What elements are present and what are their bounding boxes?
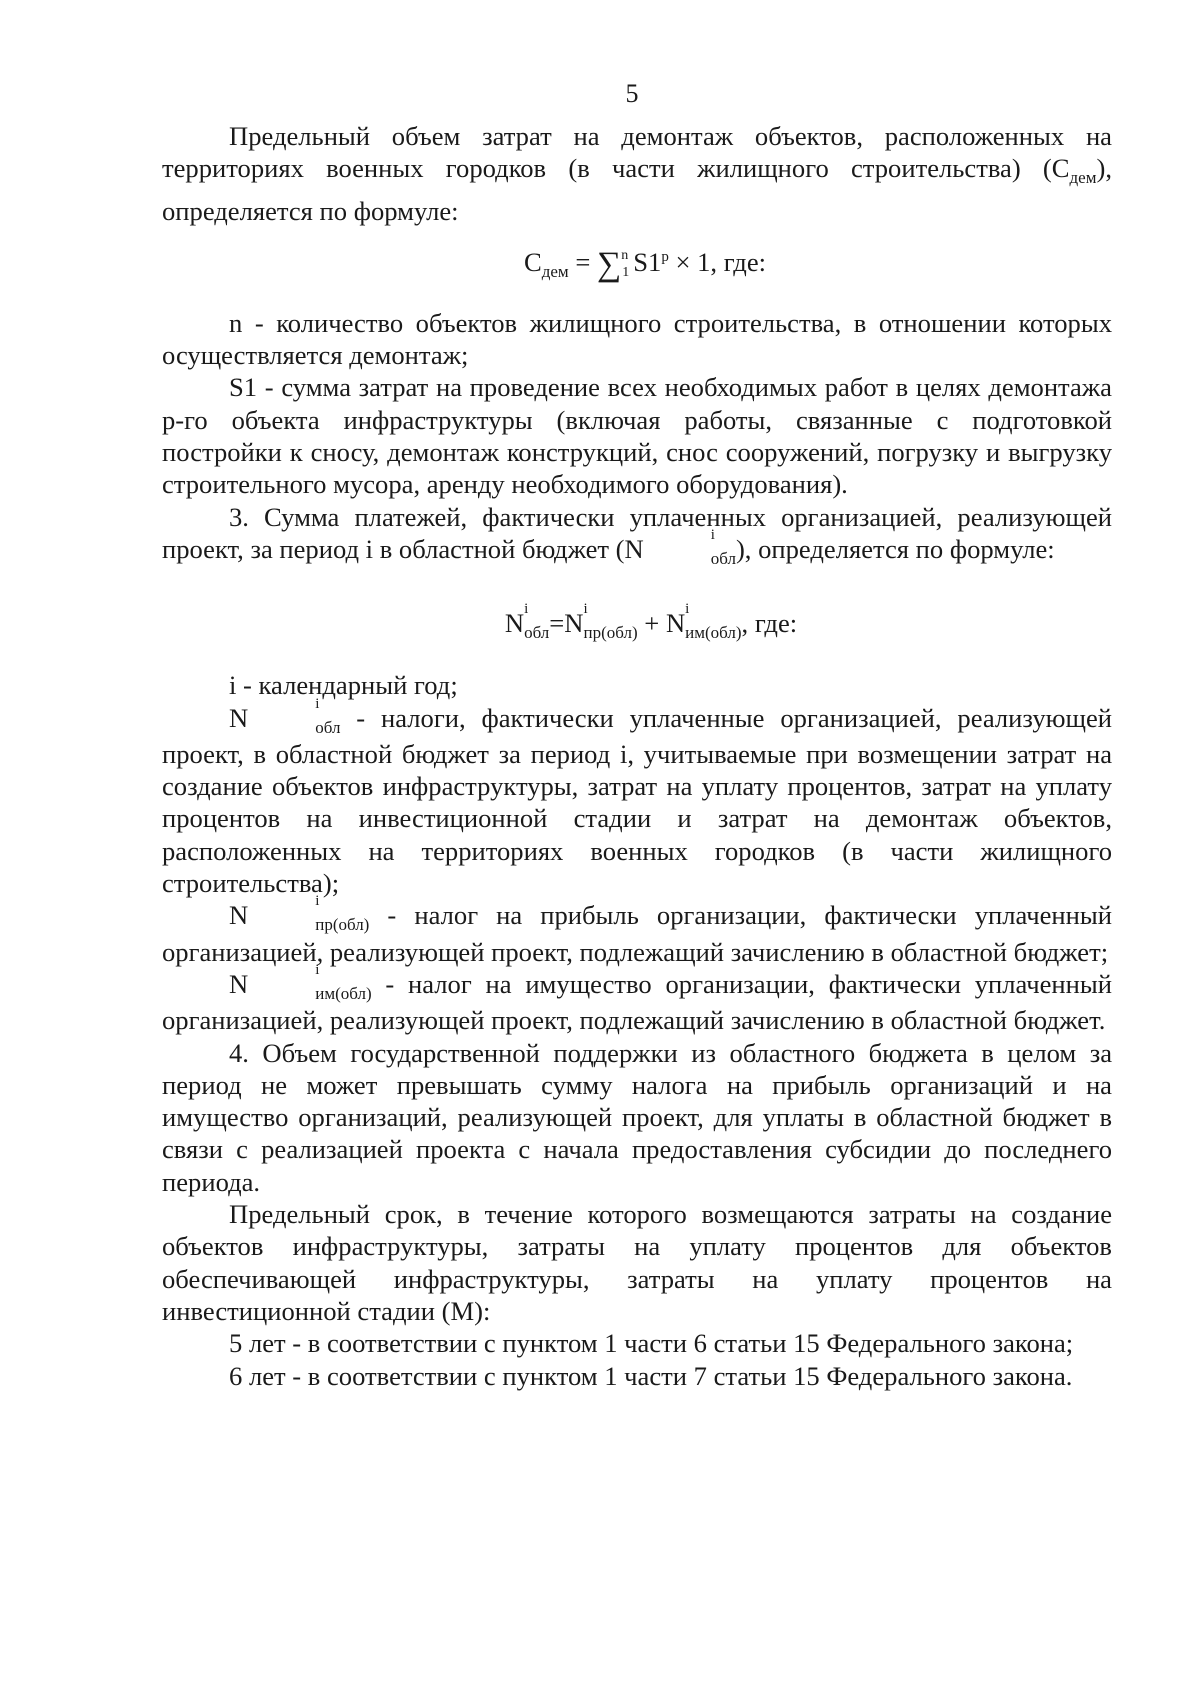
symbol-indices — [248, 961, 372, 1004]
symbol: N — [229, 900, 249, 931]
paragraph-3 — [162, 501, 1112, 570]
subscript: дем — [1069, 168, 1097, 188]
document-body — [162, 120, 1112, 1392]
definition-n-obl — [162, 695, 1112, 900]
subscript: пр(обл) — [315, 915, 370, 935]
formula-indices — [685, 601, 742, 643]
formula-superscript: i — [583, 601, 588, 618]
list-item-5-years: 5 лет - в соответствии с пунктом 1 части 6 статьи 15 Федерального закона; — [229, 1328, 1074, 1359]
superscript: i — [315, 961, 320, 978]
formula-subscript: пр(обл) — [583, 623, 638, 643]
definition-n: n - количество объектов жилищного строительства, в отношении которых осуществляется демонтаж; — [162, 307, 1112, 371]
formula-symbol: С — [523, 246, 542, 277]
formula-superscript: i — [685, 601, 690, 618]
symbol-indices — [248, 695, 341, 738]
definition-text: - налог на имущество организации, фактически уплаченный организацией, реализующей проект, подлежащий зачислению в областной бюджет. — [162, 968, 1112, 1036]
symbol: N — [229, 968, 249, 999]
formula-indices — [583, 601, 638, 643]
formula-plus: + — [637, 608, 666, 639]
paragraph-text-end: ), определяется по формуле: — [735, 533, 1055, 564]
subscript: обл — [710, 548, 736, 568]
formula-superscript: p — [661, 248, 669, 265]
definition-n-im — [162, 961, 1112, 1037]
formula-tail: , где: — [741, 608, 798, 639]
formula-indices — [524, 601, 550, 643]
formula-subscript: дем — [541, 261, 569, 281]
paragraph-4: 4. Объем государственной поддержки из областного бюджета в целом за период не может превышать сумму налога на прибыль организаций и на имущество организаций, реализующей проект, для уплаты в областной бюджет в связи с реализацией проекта с начала предоставления субсидии до последнего периода. — [162, 1037, 1112, 1197]
symbol-indices — [248, 893, 370, 935]
formula-equals: = — [549, 608, 565, 639]
paragraph-text: 3. Сумма платежей, фактически уплаченных организацией, реализующей проект, за период i в областной бюджет (N — [162, 501, 1112, 564]
definition-text: - налог на прибыль организации, фактически уплаченный организацией, реализующей проект, подлежащий зачислению в областной бюджет; — [162, 900, 1112, 967]
formula-demolition — [162, 227, 1112, 307]
sum-limits — [621, 247, 633, 281]
sum-symbol: ∑ — [596, 245, 622, 283]
superscript: i — [315, 695, 320, 712]
formula-symbol: N — [564, 608, 584, 639]
formula-equals: = — [575, 246, 591, 277]
formula-symbol: N — [504, 608, 525, 639]
formula-symbol: N — [665, 608, 686, 639]
superscript: i — [315, 893, 320, 910]
formula-subscript: обл — [524, 623, 550, 643]
formula-tail: × 1, где: — [675, 246, 767, 277]
paragraph-demolition-cost — [162, 120, 1112, 227]
paragraph-text-end: ), определяется по формуле: — [162, 153, 1112, 226]
definition-i: i - календарный год; — [229, 670, 458, 701]
list-item-6-years: 6 лет - в соответствии с пунктом 1 части 7 статьи 15 Федерального закона. — [229, 1360, 1073, 1391]
formula-payments — [162, 569, 1112, 669]
paragraph-term-limit: Предельный срок, в течение которого возмещаются затраты на создание объектов инфраструктуры, затраты на уплату процентов для объектов обеспечивающей инфраструктуры, затраты на уплату процентов на инвестиционной стадии (М): — [162, 1199, 1112, 1326]
definition-text: - налоги, фактически уплаченные организацией, реализующей проект, в областной бюджет за период i, учитываемые при возмещении затрат на создание объектов инфраструктуры, затрат на уплату процентов, затрат на уплату процентов на инвестиционной стадии и затрат на демонтаж объектов, расположенных на территориях военных городков (в части жилищного строительства); — [162, 702, 1112, 899]
page-number: 5 — [625, 79, 639, 108]
formula-term: S1 — [633, 246, 662, 277]
superscript: i — [710, 526, 715, 543]
subscript: обл — [315, 717, 341, 737]
sum-lower-limit: 1 — [622, 265, 630, 281]
symbol: N — [229, 702, 249, 733]
n-obl-indices — [644, 526, 736, 569]
definition-s1: S1 - сумма затрат на проведение всех необходимых работ в целях демонтажа р-го объекта инфраструктуры (включая работы, связанные с подготовкой постройки к сносу, демонтаж конструкций, снос сооружений, погрузку и выгрузку строительного мусора, аренду необходимого оборудования). — [162, 372, 1112, 500]
paragraph-text: Предельный объем затрат на демонтаж объектов, расположенных на территориях военных городков (в части жилищного строительства) (С — [162, 121, 1112, 184]
sum-upper-limit: n — [621, 247, 629, 263]
subscript: им(обл) — [315, 983, 372, 1003]
formula-superscript: i — [524, 601, 529, 618]
formula-subscript: им(обл) — [685, 623, 742, 643]
